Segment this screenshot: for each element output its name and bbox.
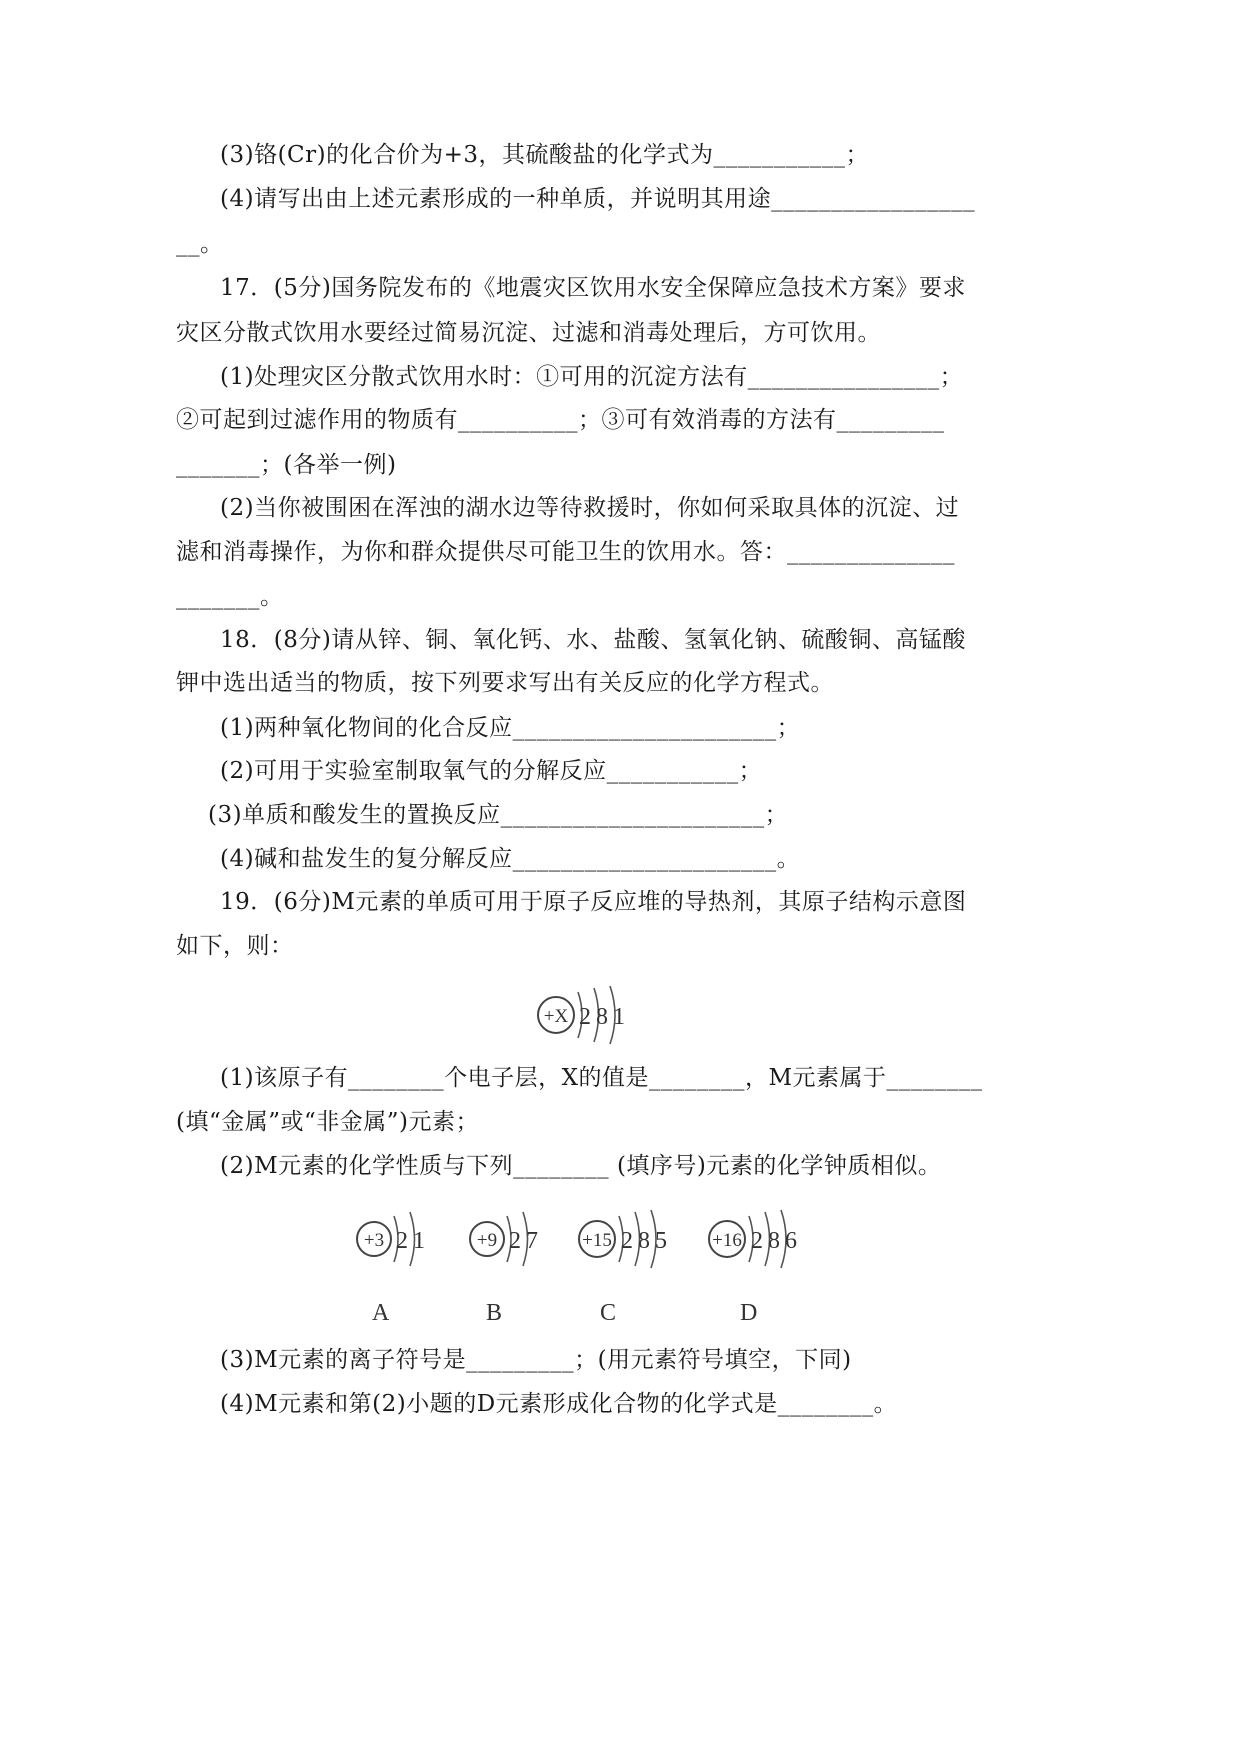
shell-electrons: 8: [768, 1228, 780, 1254]
question-17: 17．(5分)国务院发布的《地震灾区饮用水安全保障应急技术方案》要求: [220, 275, 966, 301]
text-line: ②可起到过滤作用的物质有__________；③可有效消毒的方法有_________: [176, 407, 945, 433]
text-line: (2)M元素的化学性质与下列________ (填序号)元素的化学钟质相似。: [220, 1153, 942, 1179]
text-line: (1)两种氧化物间的化合反应______________________；: [220, 715, 801, 741]
shell-electrons: 2: [396, 1228, 408, 1254]
text-line: (填“金属”或“非金属”)元素；: [176, 1109, 479, 1135]
text-line: (3)铬(Cr)的化合价为+3，其硫酸盐的化学式为___________；: [220, 142, 870, 168]
text-line: _______。: [176, 584, 284, 610]
atom-diagram-c: [575, 1204, 685, 1274]
text-line: (1)该原子有________个电子层，X的值是________，M元素属于________: [220, 1065, 983, 1091]
atom-diagram-b: [465, 1204, 565, 1274]
shell-electrons: 2: [579, 1004, 591, 1030]
option-label-b: B: [486, 1300, 503, 1326]
option-label-c: C: [600, 1300, 617, 1326]
question-19: 19．(6分)M元素的单质可用于原子反应堆的导热剂，其原子结构示意图: [220, 889, 967, 915]
text-line: 灾区分散式饮用水要经过简易沉淀、过滤和消毒处理后，方可饮用。: [176, 320, 881, 346]
nucleus-charge: +X: [543, 1006, 569, 1027]
nucleus-charge: +9: [476, 1230, 498, 1251]
text-line: (4)碱和盐发生的复分解反应______________________。: [220, 846, 801, 872]
text-line: (4)M元素和第(2)小题的D元素形成化合物的化学式是________。: [220, 1391, 898, 1417]
text-line: _______；(各举一例): [176, 452, 397, 478]
shell-electrons: 5: [655, 1228, 667, 1254]
shell-electrons: 2: [621, 1228, 633, 1254]
text-line: __。: [176, 231, 224, 257]
shell-electrons: 8: [638, 1228, 650, 1254]
shell-electrons: 7: [526, 1228, 538, 1254]
shell-electrons: 2: [751, 1228, 763, 1254]
shell-electrons: 1: [413, 1228, 425, 1254]
text-line: (3)单质和酸发生的置换反应______________________；: [208, 802, 789, 828]
text-line: 滤和消毒操作，为你和群众提供尽可能卫生的饮用水。答：______________: [176, 539, 955, 565]
option-label-a: A: [372, 1300, 390, 1326]
nucleus-charge: +16: [712, 1230, 742, 1251]
nucleus-charge: +3: [363, 1230, 385, 1251]
question-18: 18．(8分)请从锌、铜、氧化钙、水、盐酸、氢氧化钠、硫酸铜、高锰酸: [220, 627, 966, 653]
shell-electrons: 1: [613, 1004, 625, 1030]
atom-diagram-a: [352, 1204, 452, 1274]
m-atom-diagram: [530, 980, 640, 1050]
text-line: (2)当你被围困在浑浊的湖水边等待救援时，你如何采取具体的沉淀、过: [220, 495, 960, 521]
text-line: 钾中选出适当的物质，按下列要求写出有关反应的化学方程式。: [176, 670, 834, 696]
atom-diagram-d: [705, 1204, 815, 1274]
text-line: 如下，则：: [176, 933, 294, 959]
option-label-d: D: [740, 1300, 758, 1326]
nucleus-charge: +15: [582, 1230, 612, 1251]
text-line: (1)处理灾区分散式饮用水时：①可用的沉淀方法有________________；: [220, 364, 964, 390]
text-line: (4)请写出由上述元素形成的一种单质，并说明其用途_________________: [220, 186, 976, 212]
text-line: (2)可用于实验室制取氧气的分解反应___________；: [220, 758, 763, 784]
shell-electrons: 6: [785, 1228, 797, 1254]
shell-electrons: 8: [596, 1004, 608, 1030]
shell-electrons: 2: [509, 1228, 521, 1254]
text-line: (3)M元素的离子符号是_________；(用元素符号填空，下同): [220, 1347, 852, 1373]
